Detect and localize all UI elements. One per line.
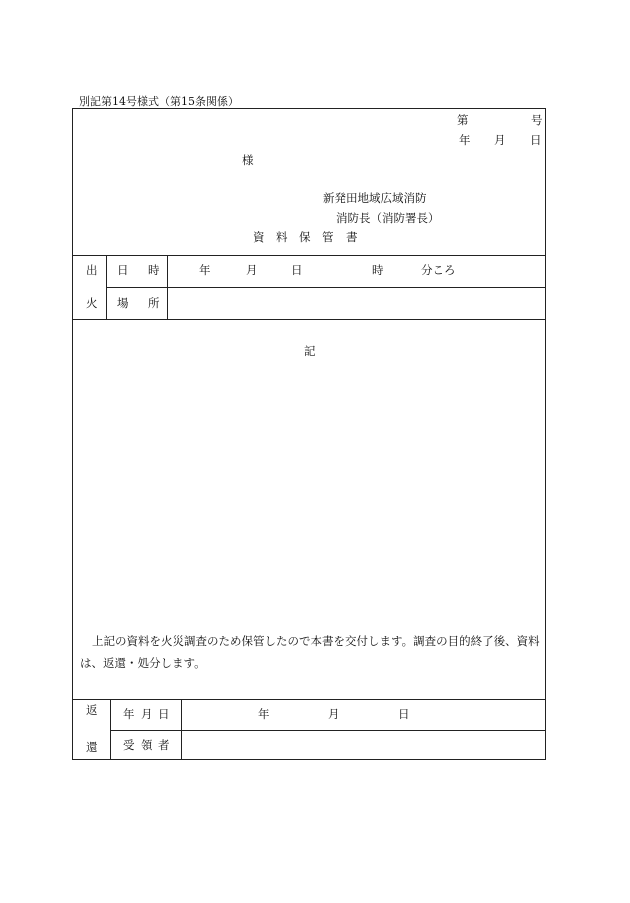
- doc-title-char-5: 書: [346, 230, 358, 244]
- divider-fire-label: [167, 255, 168, 319]
- divider-return-label: [181, 699, 182, 760]
- fire-side-label-1: 出: [86, 263, 98, 277]
- fire-hour: 時: [372, 263, 384, 277]
- return-date-label-2: 月: [141, 707, 153, 721]
- note-body-line-2: は、返還・処分します。: [80, 656, 206, 670]
- date-month: 月: [494, 133, 506, 147]
- addressee-suffix: 様: [242, 153, 254, 167]
- fire-year: 年: [199, 263, 211, 277]
- fire-place-label-1: 場: [117, 296, 129, 310]
- return-day: 日: [398, 707, 410, 721]
- return-recipient-label-3: 者: [158, 738, 170, 752]
- return-year: 年: [258, 707, 270, 721]
- note-body-line-1: 上記の資料を火災調査のため保管したので本書を交付します。調査の目的終了後、資料: [92, 634, 540, 648]
- fire-day: 日: [291, 263, 303, 277]
- divider-fire-bottom: [72, 319, 546, 320]
- return-side-label-1: 返: [86, 703, 98, 717]
- return-date-label-3: 日: [158, 707, 170, 721]
- number-dai: 第: [457, 113, 469, 127]
- fire-place-label-2: 所: [148, 296, 160, 310]
- number-go: 号: [531, 113, 543, 127]
- divider-fire-side: [106, 255, 107, 319]
- doc-title-char-1: 資: [253, 230, 265, 244]
- doc-title-char-2: 料: [276, 230, 288, 244]
- date-day: 日: [530, 133, 542, 147]
- divider-fire-top: [72, 255, 546, 256]
- divider-fire-mid: [106, 287, 546, 288]
- return-side-label-2: 還: [86, 740, 98, 754]
- date-year: 年: [459, 133, 471, 147]
- fire-datetime-label-1: 日: [117, 263, 129, 277]
- issuer-org: 新発田地域広域消防: [323, 191, 427, 205]
- doc-title-char-3: 保: [299, 230, 311, 244]
- doc-title-char-4: 管: [322, 230, 334, 244]
- divider-return-top: [72, 699, 546, 700]
- return-recipient-label-2: 領: [141, 738, 153, 752]
- divider-return-mid: [110, 730, 546, 731]
- fire-minute: 分ころ: [421, 263, 456, 277]
- return-month: 月: [328, 707, 340, 721]
- return-date-label-1: 年: [123, 707, 135, 721]
- fire-datetime-label-2: 時: [148, 263, 160, 277]
- return-recipient-label-1: 受: [123, 738, 135, 752]
- fire-side-label-2: 火: [86, 296, 98, 310]
- note-heading: 記: [304, 344, 316, 358]
- form-caption: 別記第14号様式（第15条関係）: [79, 95, 239, 108]
- divider-return-side: [110, 699, 111, 760]
- fire-month: 月: [246, 263, 258, 277]
- issuer-title: 消防長（消防署長）: [336, 211, 440, 225]
